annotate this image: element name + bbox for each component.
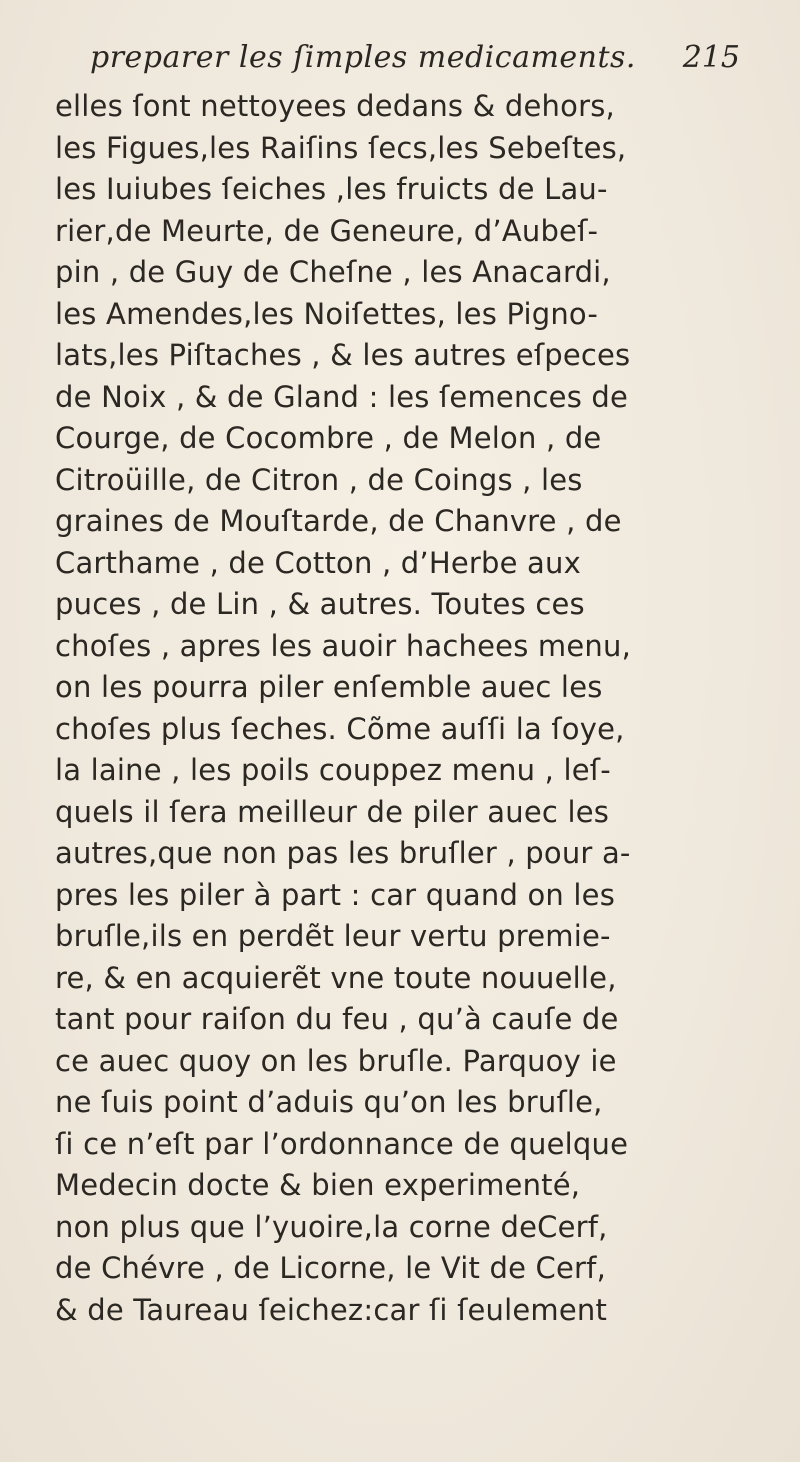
text-line: tant pour raiſon du feu , qu’à cauſe de: [55, 1002, 619, 1036]
text-line: ſi ce n’eſt par l’ordonnance de quelque: [55, 1126, 629, 1161]
text-line: lats,les Piſtaches , & les autres eſpeces: [55, 338, 631, 372]
bottom-margin: [0, 1322, 800, 1462]
text-line: les Iuiubes ſeiches ,les fruicts de Lau-: [55, 172, 608, 206]
text-line: rier,de Meurte, de Geneure, d’Aubeſ-: [55, 213, 599, 248]
text-line: Medecin docte & bien experimenté,: [55, 1168, 581, 1202]
text-line: choſes , apres les auoir hachees menu,: [55, 628, 631, 663]
running-head: [60, 40, 740, 86]
text-line: les Figues,les Raiſins ſecs,les Sebeſtes,: [55, 130, 627, 165]
text-line: on les pourra piler enſemble auec les: [55, 670, 603, 704]
text-line: autres,que non pas les bruſler , pour a-: [55, 836, 631, 870]
text-line: pin , de Guy de Cheſne , les Anacardi,: [55, 255, 611, 289]
text-line: Citroüille, de Citron , de Coings , les: [55, 462, 583, 497]
text-line: la laine , les poils couppez menu , leſ-: [55, 753, 611, 787]
body-text: [55, 86, 755, 1331]
text-line: de Chévre , de Licorne, le Vit de Cerf,: [55, 1251, 606, 1285]
text-line: Carthame , de Cotton , d’Herbe aux: [55, 545, 581, 580]
text-line: de Noix , & de Gland : les ſemences de: [55, 379, 629, 414]
text-line: pres les piler à part : car quand on les: [55, 877, 616, 912]
text-line: puces , de Lin , & autres. Toutes ces: [55, 587, 585, 621]
text-line: choſes plus ſeches. Cõme auſſi la ſoye,: [55, 711, 625, 746]
text-line: Courge, de Cocombre , de Melon , de: [55, 421, 602, 455]
text-line: re, & en acquierẽt vne toute nouuelle,: [55, 960, 617, 995]
text-line: quels il ſera meilleur de piler auec les: [55, 794, 610, 829]
text-line: ce auec quoy on les bruſle. Parquoy ie: [55, 1043, 617, 1078]
text-line: & de Taureau ſeichez:car ſi ſeulement: [55, 1292, 608, 1327]
text-line: graines de Mouſtarde, de Chanvre , de: [55, 504, 622, 538]
text-line: elles ſont nettoyees dedans & dehors,: [55, 89, 615, 123]
running-head-title: preparer les ſimples medicaments.: [90, 40, 636, 75]
page-number: 215: [682, 40, 740, 75]
text-line: bruſle,ils en perdẽt leur vertu premie-: [55, 919, 611, 953]
text-line: les Amendes,les Noiſettes, les Pigno-: [55, 296, 599, 331]
text-line: non plus que l’yuoire,la corne deCerf,: [55, 1209, 608, 1244]
text-line: ne ſuis point d’aduis qu’on les bruſle,: [55, 1085, 603, 1119]
